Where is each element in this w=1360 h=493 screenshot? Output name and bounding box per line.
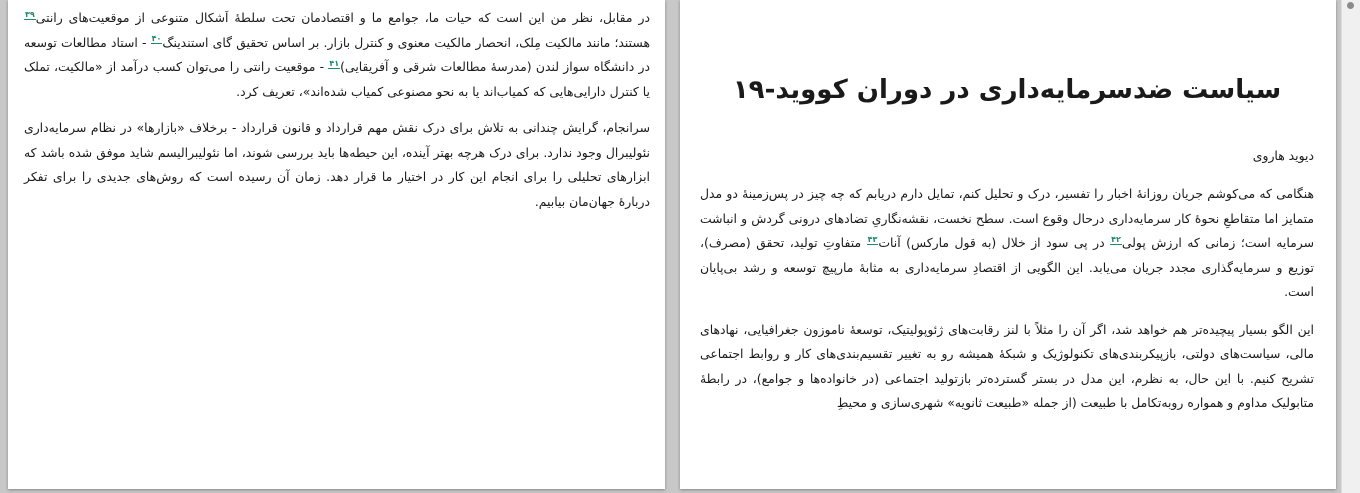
paragraph-rentier: [24, 6, 650, 104]
footnote-43[interactable]: ۴۳: [867, 234, 878, 244]
scroll-thumb[interactable]: [1347, 2, 1354, 9]
document-page-left: [8, 0, 665, 489]
paragraph-intro: [700, 182, 1314, 305]
author-name: دیوید هاروی: [1252, 148, 1314, 163]
vertical-scrollbar[interactable]: [1341, 0, 1360, 493]
paragraph-text: - استاد مطالعات توسعه در دانشگاه سواز لندن (مدرسهٔ مطالعات شرقی و آفریقایی): [24, 34, 651, 74]
paragraph-text: هنگامی که می‌کوشم جریان روزانهٔ اخبار را تفسیر، درک و تحلیل کنم، تمایل دارم دریابم که چه چیز در پس‌زمینهٔ دو مدل متمایز اما متقاطعِ نحوهٔ کار سرمایه‌داری درحال وقوع است. سطح نخست، نقشه‌نگاریِ تضادهای درونی گردش و انباشت سرمایه است؛ زمانی که ارزش پولی: [700, 186, 1314, 250]
footnote-41[interactable]: ۴۱: [329, 58, 340, 68]
paragraph-text: - موقعیت رانتی را می‌توان کسب درآمد از «مالکیت، تملک یا کنترل دارایی‌هایی که کمیاب‌اند یا به نحو مصنوعی کمیاب شده‌اند»، تعریف کرد.: [24, 59, 650, 99]
chapter-title: سیاست ضدسرمایه‌داری در دوران کووید-۱۹: [732, 75, 1282, 105]
paragraph-conclusion: سرانجام، گرایش چندانی به تلاش برای درک نقش مهم قرارداد و قانون قرارداد - برخلاف «بازارها» در نظام سرمایه‌داری نئولیبرال وجود ندارد. برای درک هرچه بهتر آینده، این حیطه‌ها باید بررسی شوند، اما نئولیبرالیسم شاید موفق شده باشد که ابزارهای تحلیلی را برای انجام این کار در اختیار ما قرار دهد. زمان آن رسیده است که روش‌های جدیدی را برای تفکر دربارهٔ جهان‌مان بیابیم.: [24, 120, 650, 209]
paragraph-text: هستند؛ مانند مالکیت مِلک، انحصار مالکیت معنوی و کنترل بازار. بر اساس تحقیق گای استندینگ: [162, 34, 650, 50]
paragraph-text: در مقابل، نظر من این است که حیات ما، جوامع ما و اقتصادمان تحت سلطهٔ اَشکال متنوعی از موقعیت‌های رانتی: [35, 10, 650, 25]
footnote-40[interactable]: ۴۰: [151, 34, 162, 44]
footnote-39[interactable]: ۳۹: [25, 9, 35, 19]
footnote-42[interactable]: ۴۲: [1111, 234, 1121, 244]
paragraph-text: متفاوتِ تولید، تحقق (مصرف)، توزیع و سرمایه‌گذاری مجدد جریان می‌یابد. این الگویی از اقتصادِ سرمایه‌داری به مثابهٔ مارپیچ توسعه و رشد بی‌پایان است.: [700, 235, 1314, 299]
paragraph-text: در پی سود از خلال (به قول مارکس) آنات: [878, 235, 1111, 250]
paragraph-model: این الگو بسیار پیچیده‌تر هم خواهد شد، اگر آن را مثلاً با لنز رقابت‌های ژئوپولیتیک، توسعهٔ ناموزون جغرافیایی، نهادهای مالی، سیاست‌های دولتی، بازپیکربندی‌های تکنولوژیک و شبکهٔ همیشه رو به تغییر تقسیم‌بندی‌های کار و روابط اجتماعی تشریح کنیم. با این حال، به نظرم، این مدل در بستر گسترده‌تر بازتولید اجتماعی (در خانواده‌ها و جوامع)، در رابطهٔ متابولیک مداوم و همواره روبه‌تکامل با طبیعت (از جمله «طبیعت ثانویه» شهری‌سازی و محیطِ: [700, 321, 1314, 410]
document-page-right: [680, 0, 1336, 489]
